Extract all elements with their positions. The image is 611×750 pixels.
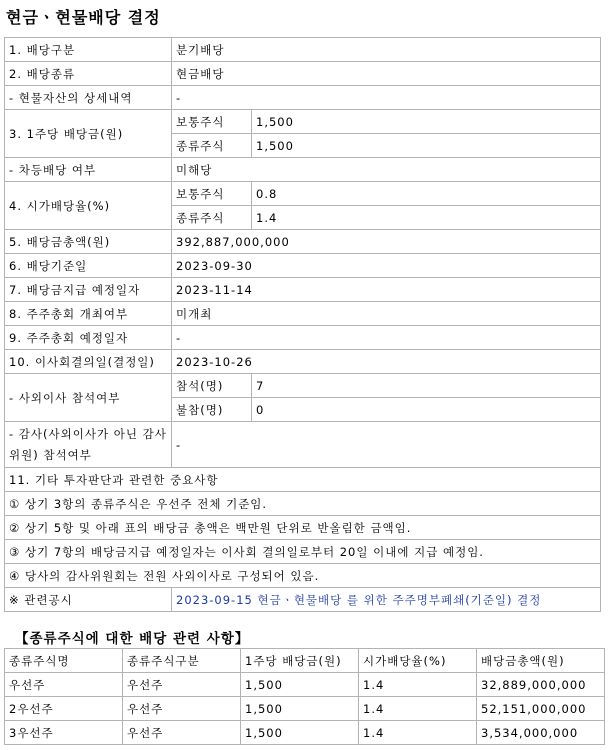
note-item: ② 상기 5항 및 아래 표의 배당금 총액은 백만원 단위로 반올림한 금액임. bbox=[5, 516, 601, 540]
row-value: 0.8 bbox=[252, 182, 601, 206]
table-cell: 52,151,000,000 bbox=[477, 697, 605, 721]
note-item: ④ 당사의 감사위원회는 전원 사외이사로 구성되어 있음. bbox=[5, 564, 601, 588]
row-label: - 현물자산의 상세내역 bbox=[5, 86, 172, 110]
row-label: - 감사(사외이사가 아닌 감사위원) 참석여부 bbox=[5, 422, 172, 468]
row-label: 9. 주주총회 예정일자 bbox=[5, 326, 172, 350]
table-row bbox=[5, 302, 601, 326]
table-row bbox=[5, 110, 601, 134]
table-row bbox=[5, 350, 601, 374]
table-row bbox=[5, 230, 601, 254]
note-item: ① 상기 3항의 종류주식은 우선주 전체 기준임. bbox=[5, 492, 601, 516]
row-value: - bbox=[172, 422, 601, 468]
table-row bbox=[5, 374, 601, 398]
table-cell: 1.4 bbox=[359, 673, 477, 697]
table-cell: 2우선주 bbox=[5, 697, 123, 721]
column-header: 시가배당율(%) bbox=[359, 649, 477, 673]
sub-label: 종류주식 bbox=[172, 206, 252, 230]
row-value: - bbox=[172, 326, 601, 350]
row-label: 6. 배당기준일 bbox=[5, 254, 172, 278]
row-value: 2023-11-14 bbox=[172, 278, 601, 302]
table-cell: 1.4 bbox=[359, 721, 477, 745]
row-value: 미개최 bbox=[172, 302, 601, 326]
section-heading: 11. 기타 투자판단과 관련한 중요사항 bbox=[5, 468, 601, 492]
row-label: 10. 이사회결의일(결정일) bbox=[5, 350, 172, 374]
column-header: 배당금총액(원) bbox=[477, 649, 605, 673]
sub-label: 불참(명) bbox=[172, 398, 252, 422]
row-value: 392,887,000,000 bbox=[172, 230, 601, 254]
table-row bbox=[5, 62, 601, 86]
page-title: 현금ㆍ현물배당 결정 bbox=[6, 8, 161, 27]
row-value: 2023-10-26 bbox=[172, 350, 601, 374]
row-value: 0 bbox=[252, 398, 601, 422]
row-value: 1,500 bbox=[252, 134, 601, 158]
table-row bbox=[5, 182, 601, 206]
row-value: 분기배당 bbox=[172, 38, 601, 62]
table-row bbox=[5, 254, 601, 278]
row-label: 4. 시가배당율(%) bbox=[5, 182, 172, 230]
row-value: 1.4 bbox=[252, 206, 601, 230]
table-cell: 1,500 bbox=[241, 673, 359, 697]
table-row bbox=[5, 468, 601, 492]
note-row bbox=[5, 492, 601, 516]
table-row bbox=[5, 422, 601, 468]
table-cell: 우선주 bbox=[123, 673, 241, 697]
table-row bbox=[5, 326, 601, 350]
table-row bbox=[5, 721, 605, 745]
dividend-decision-table bbox=[4, 37, 601, 612]
table-header-row bbox=[5, 649, 605, 673]
distribution-section-title: 【종류주식에 대한 배당 관련 사항】 bbox=[15, 631, 250, 647]
table-row bbox=[5, 38, 601, 62]
row-label: 7. 배당금지급 예정일자 bbox=[5, 278, 172, 302]
table-cell: 우선주 bbox=[123, 721, 241, 745]
note-row bbox=[5, 540, 601, 564]
row-value: 7 bbox=[252, 374, 601, 398]
table-cell: 1,500 bbox=[241, 721, 359, 745]
row-value: 현금배당 bbox=[172, 62, 601, 86]
row-value: 2023-09-30 bbox=[172, 254, 601, 278]
note-item: ③ 상기 7항의 배당금지급 예정일자는 이사회 결의일로부터 20일 이내에 지급 예정임. bbox=[5, 540, 601, 564]
table-cell: 3우선주 bbox=[5, 721, 123, 745]
table-row bbox=[5, 673, 605, 697]
row-label: - 사외이사 참석여부 bbox=[5, 374, 172, 422]
column-header: 종류주식명 bbox=[5, 649, 123, 673]
table-row bbox=[5, 86, 601, 110]
row-label: 1. 배당구분 bbox=[5, 38, 172, 62]
row-value: - bbox=[172, 86, 601, 110]
column-header: 1주당 배당금(원) bbox=[241, 649, 359, 673]
row-label: 5. 배당금총액(원) bbox=[5, 230, 172, 254]
note-row bbox=[5, 516, 601, 540]
row-label: 2. 배당종류 bbox=[5, 62, 172, 86]
table-cell: 1.4 bbox=[359, 697, 477, 721]
sub-label: 보통주식 bbox=[172, 110, 252, 134]
related-disclosure-link[interactable] bbox=[172, 588, 601, 612]
class-share-dividend-table bbox=[4, 648, 605, 745]
sub-label: 보통주식 bbox=[172, 182, 252, 206]
row-value: 1,500 bbox=[252, 110, 601, 134]
table-row bbox=[5, 588, 601, 612]
related-link-text[interactable]: 2023-09-15 현금ㆍ현물배당 를 위한 주주명부폐쇄(기준일) 결정 bbox=[176, 592, 542, 607]
row-value: 미해당 bbox=[172, 158, 601, 182]
row-label: - 차등배당 여부 bbox=[5, 158, 172, 182]
table-cell: 우선주 bbox=[5, 673, 123, 697]
related-label: ※ 관련공시 bbox=[5, 588, 172, 612]
table-cell: 32,889,000,000 bbox=[477, 673, 605, 697]
sub-label: 참석(명) bbox=[172, 374, 252, 398]
table-row bbox=[5, 158, 601, 182]
row-label: 8. 주주총회 개최여부 bbox=[5, 302, 172, 326]
table-cell: 우선주 bbox=[123, 697, 241, 721]
note-row bbox=[5, 564, 601, 588]
table-row bbox=[5, 278, 601, 302]
table-row bbox=[5, 697, 605, 721]
column-header: 종류주식구분 bbox=[123, 649, 241, 673]
table-cell: 1,500 bbox=[241, 697, 359, 721]
table-cell: 3,534,000,000 bbox=[477, 721, 605, 745]
row-label: 3. 1주당 배당금(원) bbox=[5, 110, 172, 158]
sub-label: 종류주식 bbox=[172, 134, 252, 158]
